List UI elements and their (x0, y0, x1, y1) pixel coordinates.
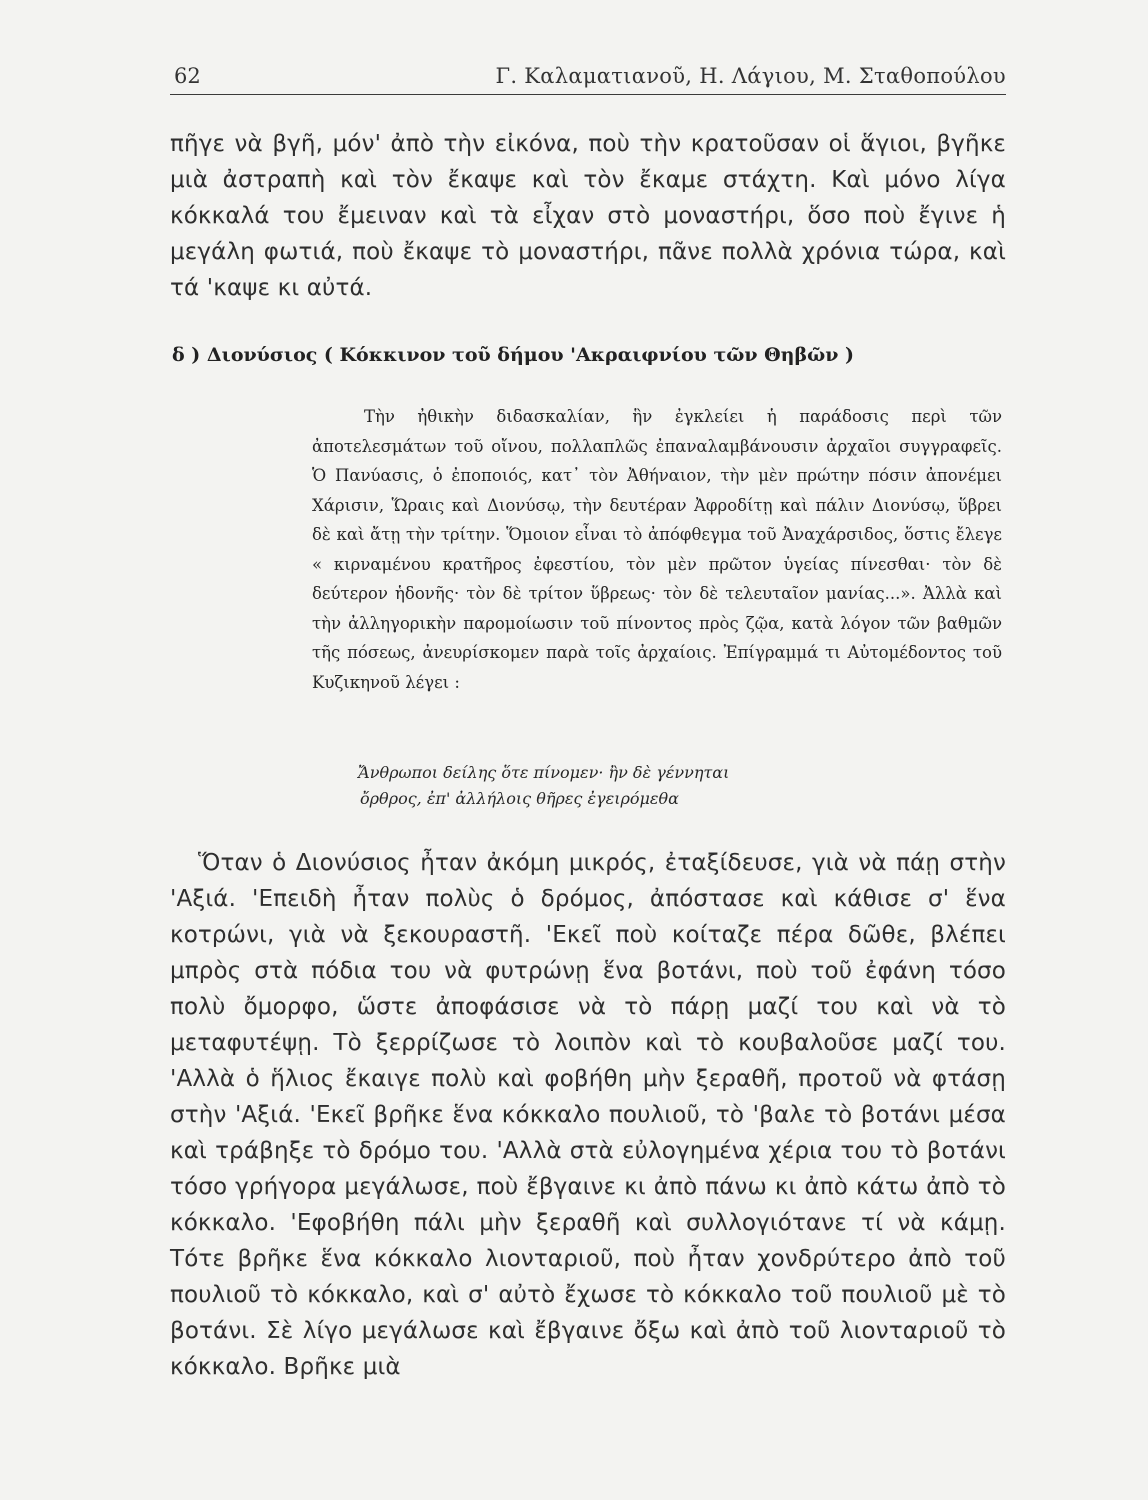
paragraph-opening: πῆγε νὰ βγῆ, μόν' ἀπὸ τὴν εἰκόνα, ποὺ τὴν κρατοῦσαν οἱ ἅγιοι, βγῆκε μιὰ ἀστραπὴ καὶ τὸν ἔκαψε καὶ τὸν ἔκαμε στάχτη. Καὶ μόνο λίγα κόκκαλά του ἔμειναν καὶ τὰ εἶχαν στὸ μοναστήρι, ὅσο ποὺ ἔγινε ἡ μεγάλη φωτιά, ποὺ ἔκαψε τὸ μοναστήρι, πᾶνε πολλὰ χρόνια τώρα, καὶ τά 'καψε κι αὐτά. (170, 131, 1006, 301)
epigram-line-1: Ἄνθρωποι δείλης ὅτε πίνομεν· ἢν δὲ γέννηται (358, 763, 730, 782)
page-header (170, 58, 1006, 95)
section-heading: δ ) Διονύσιος ( Κόκκινον τοῦ δήμου 'Ακραιφνίου τῶν Θηβῶν ) (172, 344, 854, 366)
epigram-line-2: ὄρθρος, ἐπ' ἀλλήλοις θῆρες ἐγειρόμεθα (360, 789, 679, 808)
page-number: 62 (174, 64, 201, 88)
quote-paragraph (312, 402, 1002, 697)
quote-paragraph-text: Τὴν ἠθικὴν διδασκαλίαν, ἣν ἐγκλείει ἡ παράδοσις περὶ τῶν ἀποτελεσμάτων τοῦ οἴνου, πολλαπλῶς ἐπαναλαμβάνουσιν ἀρχαῖοι συγγραφεῖς. Ὁ Πανύασις, ὁ ἐποποιός, κατ᾽ τὸν Ἀθήναιον, τὴν μὲν πρώτην πόσιν ἀπονέμει Χάρισιν, Ὥραις καὶ Διονύσῳ, τὴν δευτέραν Ἀφροδίτῃ καὶ πάλιν Διονύσῳ, ὕβρει δὲ καὶ ἄτῃ τὴν τρίτην. Ὅμοιον εἶναι τὸ ἀπόφθεγμα τοῦ Ἀναχάρσιδος, ὅστις ἔλεγε « κιρναμένου κρατῆρος ἐφεστίου, τὸν μὲν πρῶτον ὑγείας πίνεσθαι· τὸν δὲ δεύτερον ἡδονῆς· τὸν δὲ τρίτον ὕβρεως· τὸν δὲ τελευταῖον μανίας...». Ἀλλὰ καὶ τὴν ἀλληγορικὴν παρομοίωσιν τοῦ πίνοντος πρὸς ζῷα, κατὰ λόγον τῶν βαθμῶν τῆς πόσεως, ἀνευρίσκομεν παρὰ τοῖς ἀρχαίοις. Ἐπίγραμμά τι Αὐτομέδοντος τοῦ Κυζικηνοῦ λέγει : (312, 407, 1002, 692)
running-head-authors: Γ. Καλαματιανοῦ, Η. Λάγιου, Μ. Σταθοπούλου (495, 64, 1006, 88)
paragraph-story: Ὅταν ὁ Διονύσιος ἦταν ἀκόμη μικρός, ἐταξίδευσε, γιὰ νὰ πάῃ στὴν 'Αξιά. 'Επειδὴ ἦταν πολὺς ὁ δρόμος, ἀπόστασε καὶ κάθισε σ' ἕνα κοτρώνι, γιὰ νὰ ξεκουραστῆ. 'Εκεῖ ποὺ κοίταζε πέρα δῶθε, βλέπει μπρὸς στὰ πόδια του νὰ φυτρώνῃ ἕνα βοτάνι, ποὺ τοῦ ἐφάνη τόσο πολὺ ὄμορφο, ὥστε ἀποφάσισε νὰ τὸ πάρῃ μαζί του καὶ νὰ τὸ μεταφυτέψῃ. Τὸ ξερρίζωσε τὸ λοιπὸν καὶ τὸ κουβαλοῦσε μαζί του. 'Αλλὰ ὁ ἥλιος ἔκαιγε πολὺ καὶ φοβήθη μὴν ξεραθῆ, προτοῦ νὰ φτάσῃ στὴν 'Αξιά. 'Εκεῖ βρῆκε ἕνα κόκκαλο πουλιοῦ, τὸ 'βαλε τὸ βοτάνι μέσα καὶ τράβηξε τὸ δρόμο του. 'Αλλὰ στὰ εὐλογημένα χέρια του τὸ βοτάνι τόσο γρήγορα μεγάλωσε, ποὺ ἔβγαινε κι ἀπὸ πάνω κι ἀπὸ κάτω ἀπὸ τὸ κόκκαλο. 'Εφοβήθη πάλι μὴν ξεραθῆ καὶ συλλογιότανε τί νὰ κάμῃ. Τότε βρῆκε ἕνα κόκκαλο λιονταριοῦ, ποὺ ἦταν χονδρύτερο ἀπὸ τοῦ πουλιοῦ τὸ κόκκαλο, καὶ σ' αὐτὸ ἔχωσε τὸ κόκκαλο τοῦ πουλιοῦ μὲ τὸ βοτάνι. Σὲ λίγο μεγάλωσε καὶ ἔβγαινε ὄξω καὶ ἀπὸ τοῦ λιονταριοῦ τὸ κόκκαλο. Βρῆκε μιὰ (170, 850, 1006, 1380)
epigram (358, 760, 978, 812)
